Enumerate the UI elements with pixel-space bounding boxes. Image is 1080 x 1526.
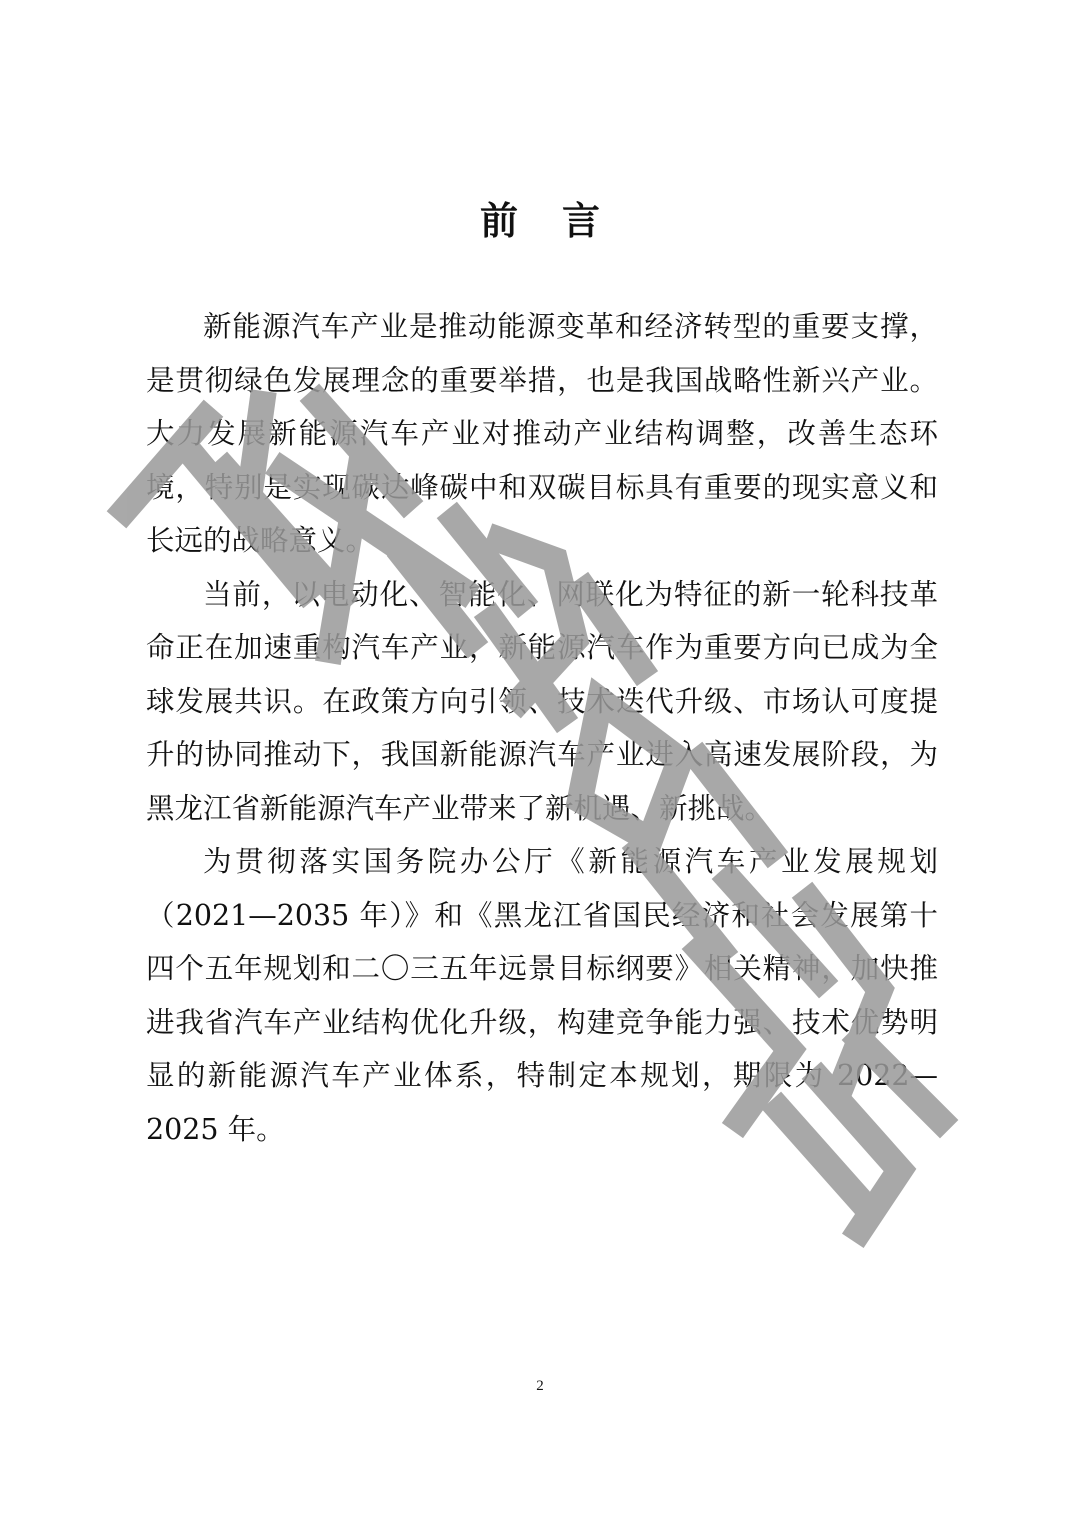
paragraph-1: 新能源汽车产业是推动能源变革和经济转型的重要支撑，是贯彻绿色发展理念的重要举措，也是我国战略性新兴产业。大力发展新能源汽车产业对推动产业结构调整，改善生态环境，特别是实现碳达峰碳中和双碳目标具有重要的现实意义和长远的战略意义。 bbox=[146, 310, 938, 557]
paragraph-3: 为贯彻落实国务院办公厅《新能源汽车产业发展规划（2021—2035 年）》和《黑龙江省国民经济和社会发展第十四个五年规划和二〇三五年远景目标纲要》相关精神，加快推进我省汽车产业结构优化升级，构建竞争能力强、技术优势明显的新能源汽车产业体系，特制定本规划，期限为 2022—2025 年。 bbox=[146, 845, 938, 1146]
page-number: 2 bbox=[536, 1378, 544, 1394]
page-title bbox=[0, 190, 1080, 245]
body-text bbox=[146, 300, 938, 1156]
title-char-1: 前 bbox=[479, 198, 518, 243]
paragraph-2: 当前，以电动化、智能化、网联化为特征的新一轮科技革命正在加速重构汽车产业，新能源汽车作为重要方向已成为全球发展共识。在政策方向引领、技术迭代升级、市场认可度提升的协同推动下，我国新能源汽车产业进入高速发展阶段，为黑龙江省新能源汽车产业带来了新机遇、新挑战。 bbox=[146, 577, 938, 825]
title-char-2: 言 bbox=[562, 198, 601, 243]
